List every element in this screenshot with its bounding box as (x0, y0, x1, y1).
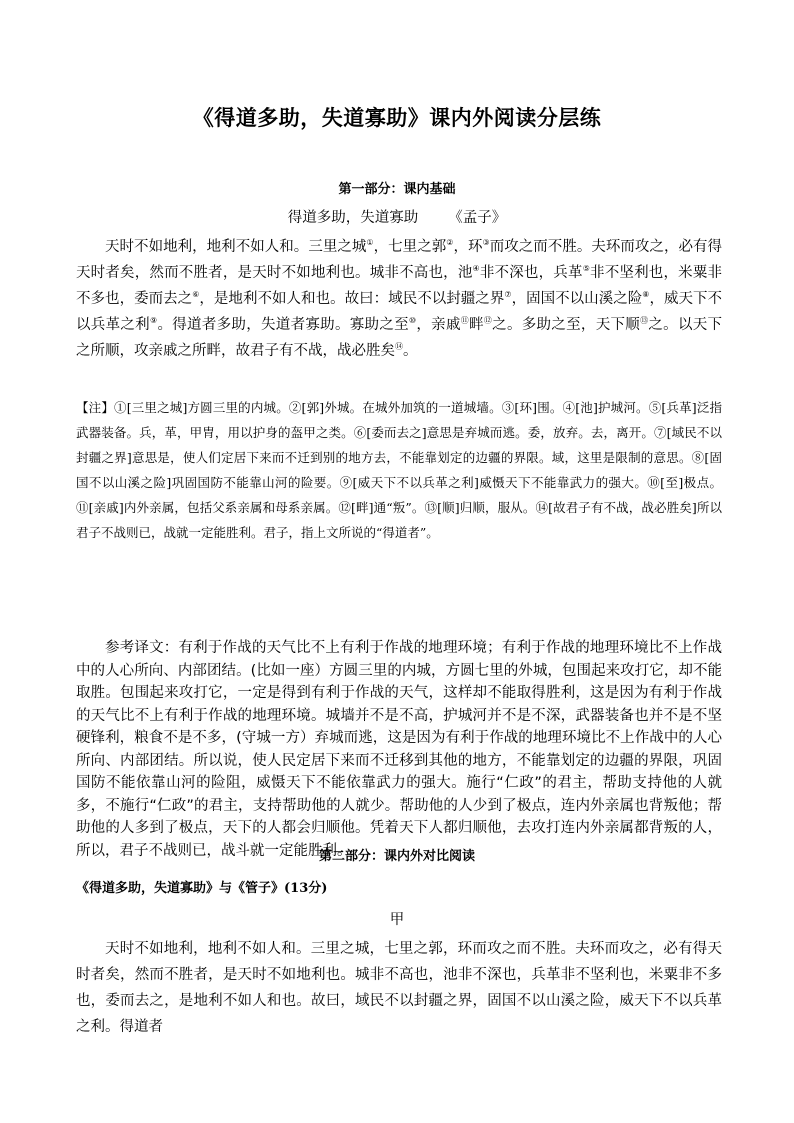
passage-jia-text (76, 936, 722, 1040)
part1-subtitle-line (0, 206, 794, 227)
passage-label-jia: 甲 (389, 912, 405, 928)
passage-jia-paragraph: 天时不如地利，地利不如人和。三里之城，七里之郭，环而攻之而不胜。夫环而攻之，必有得天时者矣，然而不胜者，是天时不如地利也。城非不高也，池非不深也，兵革非不坚利也，米粟非不多也，委而去之，是地利不如人和也。故曰，域民不以封疆之界，固国不以山溪之险，威天下不以兵革之利。得道者 (76, 941, 722, 1035)
classical-paragraph: 天时不如地利，地利不如人和。三里之城①，七里之郭②，环③而攻之而不胜。夫环而攻之，必有得天时者矣，然而不胜者，是天时不如地利也。城非不高也，池④非不深也，兵革⑤非不坚利也，米粟非不多也，委而去之⑥，是地利不如人和也。故曰：域民不以封疆之界⑦，固国不以山溪之险⑧，威天下不以兵革之利⑨。得道者多助，失道者寡助。寡助之至⑩，亲戚⑪畔⑫之。多助之至，天下顺⑬之。以天下之所顺，攻亲戚之所畔，故君子有不战，战必胜矣⑭。 (76, 238, 723, 359)
text-author: 《孟子》 (448, 210, 507, 226)
text-title: 得道多助，失道寡助 (287, 210, 419, 226)
classical-text (76, 234, 722, 364)
notes-paragraph: 【注】①[三里之城]方圆三里的内城。②[郭]外城。在城外加筑的一道城墙。③[环]围。④[池]护城河。⑤[兵革]泛指武器装备。兵，革，甲胄，用以护身的盔甲之类。⑥[委而去之]意思是弃城而逃。委，放弃。去，离开。⑦[域民不以封疆之界]意思是，使人们定居下来而不迁到别的地方去，不能靠划定的边疆的界限。域，这里是限制的意思。⑧[固国不以山溪之险]巩固国防不能靠山河的险要。⑨[威天下不以兵革之利]威慑天下不能靠武力的强大。⑩[至]极点。⑪[亲戚]内外亲属，包括父系亲属和母系亲属。⑫[畔]通“叛”。⑬[顺]归顺，服从。⑭[故君子有不战，战必胜矣]所以君子不战则已，战就一定能胜利。君子，指上文所说的“得道者”。 (76, 400, 722, 540)
part2-heading: 第二部分：课内外对比阅读 (318, 849, 475, 864)
annotation-notes (76, 395, 722, 545)
part1-heading: 第一部分：课内基础 (338, 182, 456, 197)
reference-translation (76, 637, 722, 862)
translation-paragraph: 参考译文：有利于作战的天气比不上有利于作战的地理环境；有利于作战的地理环境比不上作战中的人心所向、内部团结。(比如一座）方圆三里的内城，方圆七里的外城，包围起来攻打它，却不能取胜。包围起来攻打它，一定是得到有利于作战的天气，这样却不能取得胜利，这是因为有利于作战的天气比不上有利于作战的地理环境。城墙并不是不高，护城河并不是不深，武器装备也并不是不坚硬锋利，粮食不是不多，(守城一方）弃城而逃，这是因为有利于作战的地理环境比不上作战中的人心所向、内部团结。所以说，使人民定居下来而不迁移到其他的地方，不能靠划定的边疆的界限，巩固国防不能依靠山河的险阻，威慑天下不能依靠武力的强大。施行“仁政”的君主，帮助支持他的人就多，不施行“仁政”的君主，支持帮助他的人就少。帮助他的人少到了极点，连内外亲属也背叛他；帮助他的人多到了极点，天下的人都会归顺他。凭着天下人都归顺他，去攻打连内外亲属都背叛的人，所以，君子不战则已，战斗就一定能胜利。 (76, 640, 722, 859)
document-title: 《得道多助，失道寡助》课内外阅读分层练 (192, 106, 602, 130)
question-title: 《得道多助，失道寡助》与《管子》(13分) (76, 881, 328, 896)
